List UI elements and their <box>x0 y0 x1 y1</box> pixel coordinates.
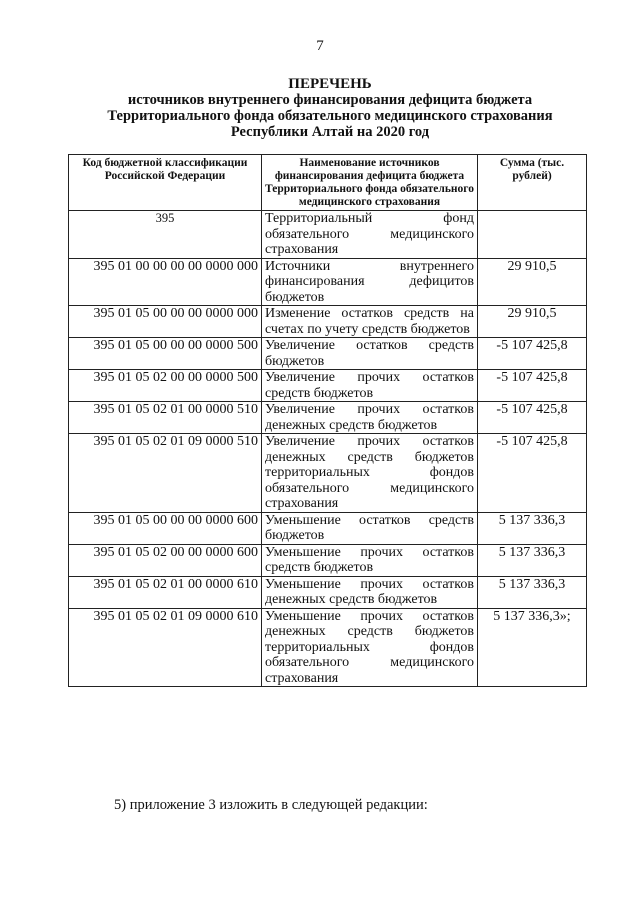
row-code: 395 01 05 00 00 00 0000 500 <box>69 338 262 370</box>
row-code: 395 01 05 02 01 00 0000 610 <box>69 576 262 608</box>
row-name: Уменьшение остатков средств бюджетов <box>262 512 478 544</box>
budget-sources-table <box>68 154 587 687</box>
table-row <box>69 338 587 370</box>
row-name: Уменьшение прочих остатков средств бюджетов <box>262 544 478 576</box>
header-name: Наименование источников финансирования дефицита бюджета Территориального фонда обязательного медицинского страхования <box>262 155 478 211</box>
row-amount: 5 137 336,3 <box>478 512 587 544</box>
row-amount: 5 137 336,3 <box>478 576 587 608</box>
row-name: Увеличение прочих остатков средств бюджетов <box>262 370 478 402</box>
table-row <box>69 544 587 576</box>
row-name: Изменение остатков средств на счетах по учету средств бюджетов <box>262 306 478 338</box>
row-amount: 29 910,5 <box>478 258 587 306</box>
header-amount: Сумма (тыс. рублей) <box>478 155 587 211</box>
title-line-3: Территориального фонда обязательного медицинского страхования <box>107 108 553 124</box>
row-amount: 29 910,5 <box>478 306 587 338</box>
table-header-row <box>69 155 587 211</box>
table-row <box>69 211 587 259</box>
row-amount: 5 137 336,3 <box>478 544 587 576</box>
table-row <box>69 306 587 338</box>
table-row <box>69 608 587 687</box>
title-line-4: Республики Алтай на 2020 год <box>230 124 430 140</box>
header-code: Код бюджетной классификации Российской Федерации <box>69 155 262 211</box>
row-name: Увеличение прочих остатков денежных средств бюджетов территориальных фондов обязательного медицинского страхования <box>262 434 478 513</box>
row-code: 395 01 05 02 01 00 0000 510 <box>69 402 262 434</box>
row-name: Увеличение остатков средств бюджетов <box>262 338 478 370</box>
row-name: Территориальный фонд обязательного медицинского страхования <box>262 211 478 259</box>
page-number: 7 <box>316 38 324 54</box>
row-code: 395 01 05 00 00 00 0000 600 <box>69 512 262 544</box>
row-amount: -5 107 425,8 <box>478 338 587 370</box>
row-code: 395 01 05 00 00 00 0000 000 <box>69 306 262 338</box>
row-amount: 5 137 336,3»; <box>478 608 587 687</box>
row-code: 395 <box>69 211 262 259</box>
row-name: Уменьшение прочих остатков денежных средств бюджетов территориальных фондов обязательного медицинского страхования <box>262 608 478 687</box>
document-title <box>60 76 600 140</box>
row-name: Увеличение прочих остатков денежных средств бюджетов <box>262 402 478 434</box>
row-amount <box>478 211 587 259</box>
row-code: 395 01 00 00 00 00 0000 000 <box>69 258 262 306</box>
row-amount: -5 107 425,8 <box>478 402 587 434</box>
title-line-2: источников внутреннего финансирования дефицита бюджета <box>127 92 533 108</box>
table-row <box>69 512 587 544</box>
row-code: 395 01 05 02 01 09 0000 510 <box>69 434 262 513</box>
table-row <box>69 402 587 434</box>
row-code: 395 01 05 02 00 00 0000 500 <box>69 370 262 402</box>
table-row <box>69 370 587 402</box>
next-item-paragraph: 5) приложение 3 изложить в следующей редакции: <box>114 797 428 813</box>
row-amount: -5 107 425,8 <box>478 370 587 402</box>
row-amount: -5 107 425,8 <box>478 434 587 513</box>
table-row <box>69 434 587 513</box>
row-code: 395 01 05 02 01 09 0000 610 <box>69 608 262 687</box>
table-row <box>69 258 587 306</box>
row-name: Источники внутреннего финансирования дефицитов бюджетов <box>262 258 478 306</box>
title-line-1: ПЕРЕЧЕНЬ <box>288 76 372 92</box>
row-name: Уменьшение прочих остатков денежных средств бюджетов <box>262 576 478 608</box>
row-code: 395 01 05 02 00 00 0000 600 <box>69 544 262 576</box>
table-row <box>69 576 587 608</box>
